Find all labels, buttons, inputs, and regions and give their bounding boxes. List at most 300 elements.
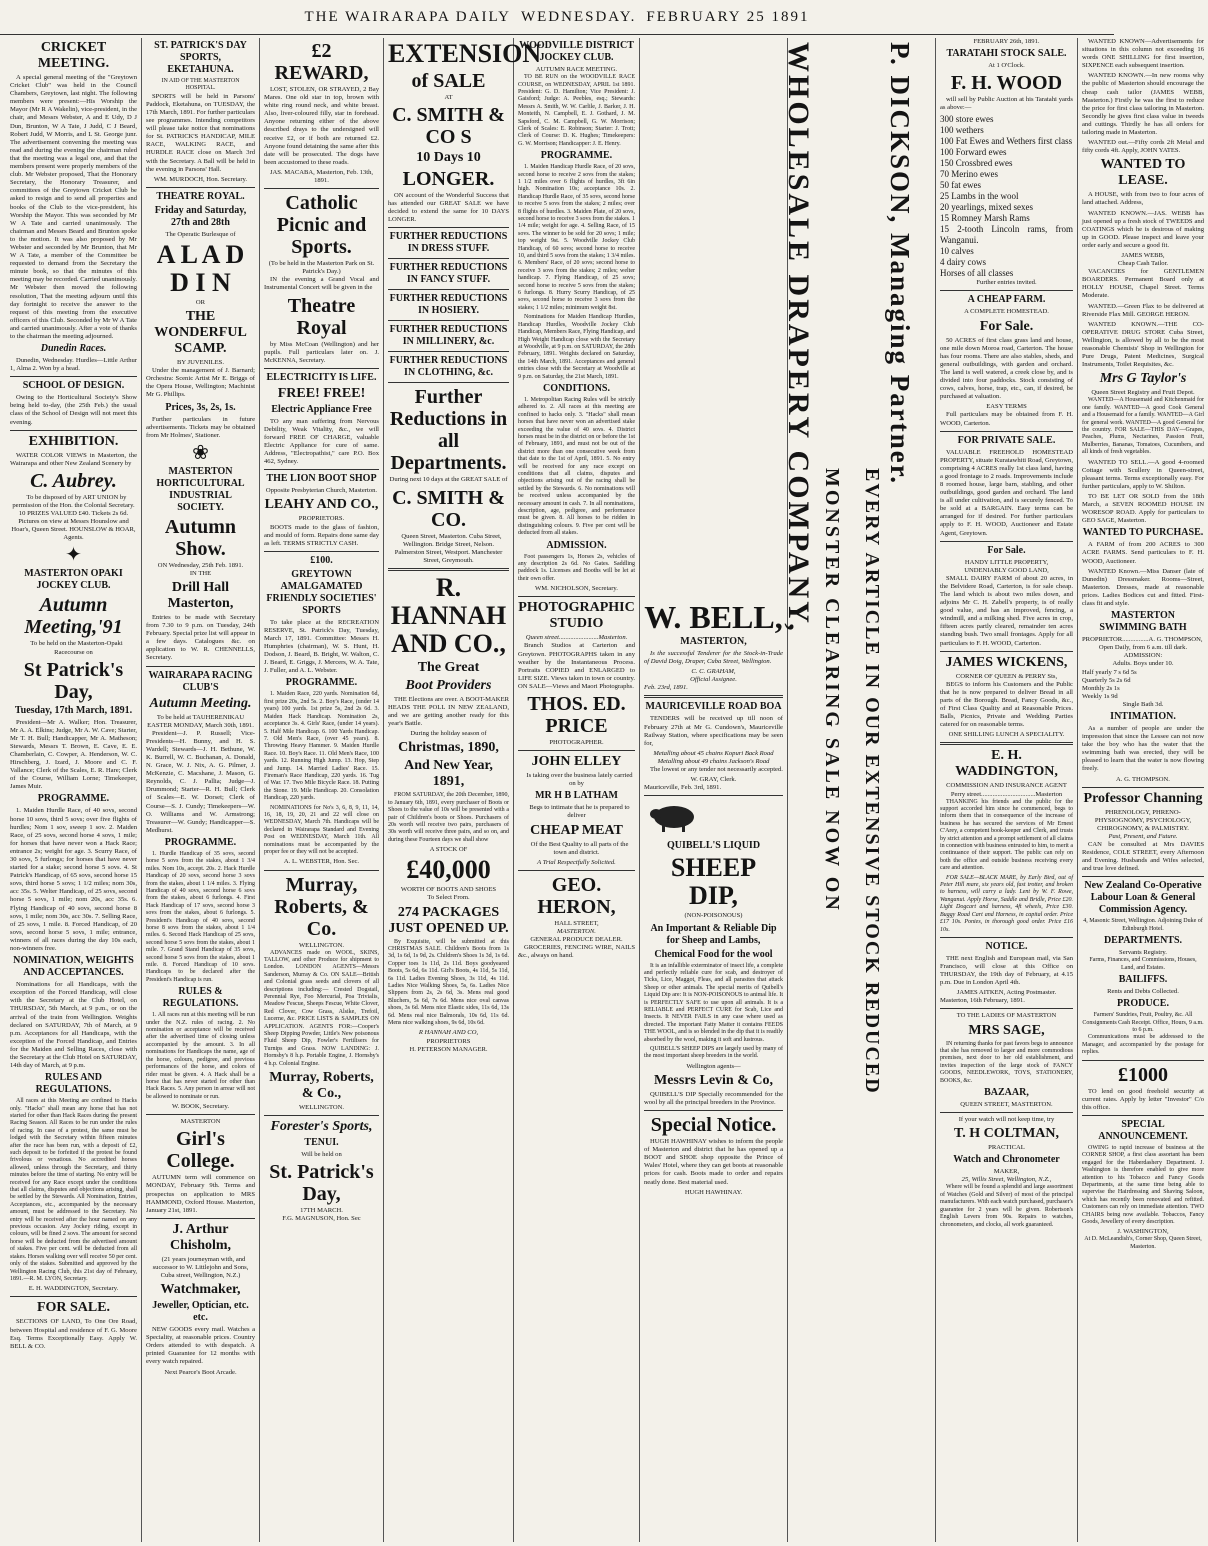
foresters-heading: Forester's Sports, [270,1119,373,1135]
baths-single: Single Bath 3d. [1122,700,1164,708]
wrc-title: Autumn Meeting. [149,695,252,711]
road-board-heading: MAURICEVILLE ROAD BOA [645,701,782,713]
washington-address: At D. McLeandish's, Corner Shop, Queen Street, Masterton. [1084,1236,1202,1250]
column-4 [384,38,542,1542]
baths-row: Half yearly 7 s 6d 5s [1082,668,1137,676]
column-1 [6,38,142,1542]
latham-name: MR H B LATHAM [535,790,618,802]
divider [146,1114,255,1115]
electric-appliance: Electric Appliance Free [271,403,372,415]
boot-providers: Boot Providers [405,677,492,693]
bailiffs: BAILIFFS. [1118,974,1168,986]
divider [518,750,635,751]
exhibition-heading: EXHIBITION. [28,433,119,449]
picnic-body-2: by Miss McCoan (Wellington) and her pupils. Full particulars later on. J. McKENNA, Secretary. [264,340,379,364]
divider [940,431,1073,432]
quibell-body: It is an infallible exterminator of insect life, a complete and perfectly reliable cure for scab, and destroyer of Ticks, Lice, Maggot, Fleas, and all parasites that attack Sheep or other animals. The special merits of Quibell's Liquid Dip are: It is NON-POISONOUS to animal life. It is PERFECTLY SAFE to use upon all animals. It is a RELIABLE and PERFECT CURE for Scab, Lice and Insects. It NEVER FAILS in any case where used as directed. The important Fatty Matter it contains FEEDS THE WOOL, and is so blended in the dip that it is readily absorbed by the wool, making it soft and lustrous. [644,962,783,1043]
stock-item: Horses of all classes [940,268,1014,279]
levin-name: Messrs Levin & Co, [654,1072,773,1088]
divider [264,1115,379,1116]
divider [264,188,379,189]
opaki-sub: To be held on the Masterton-Opaki Racecourse on [30,640,123,656]
baths-heading: MASTERTON SWIMMING BATH [1099,610,1187,634]
trial: A Trial Respectfully Solicited. [537,858,616,866]
non-poisonous: (NON-POISONOUS) [684,912,743,920]
stock-item: 50 fat ewes [940,180,981,191]
rules-body: All races at this Meeting are confined to Hacks only. "Hacks" shall mean any horse that has not started for other than Hack Races during the present Racing Season. All Races to be run under the rules of racing. In case of a protest, the same must be lodged with the Secretary within fifteen minutes after the race has been run, with a deposit of £2, such deposit to be forfeited if the protest be found frivolous or vexatious. No accredited horses allowed, unless through the Secretary, and thirty minutes before the time of starting. No entry will be received for any Race except under the conditions that all claims, disputes and objections arising, shall be settled by the Stewards. All Nomination, Entries, Acceptances, etc., accompanied by the necessary amount, must be addressed to the Secretary. No entry will be received after the hour named on any previous occasion. Any Jockey riding, except in colours, will be fined 2 sovs. The amount for second horse will be deducted from the advertised amount of stakes. Five per cent. will be deducted from all stakes. Horses walking over will receive 50 per cent. only of the stakes. Submitted and approved by the Wellington Racing Club, this 21st day of February, 1891.—R. M. LYON, Secretary. [10,1098,137,1282]
column-8 [936,38,1078,1542]
photo-body: Branch Studios at Carterton and Greytown. PHOTOGRAPHS taken in any weather by the Instantaneous Process. Portraits COPIED and ENLARGED to LIFE SIZE. Views taken in town or country. ON SALE—Views and Maori Photographs. [518,642,635,690]
show-body: Entries to be made with Secretary from 7.30 to 9 p.m. on Tuesday, 24th February. Special prize list will appear in a few days. Catalogues &c. on application to W. R. CHENNELLS, Secretary. [146,613,255,662]
bazaar: BAZAAR, [984,1087,1029,1098]
leahy-name: LEAHY AND CO., [264,497,379,513]
greytown-heading: GREYTOWN AMALGAMATED FRIENDLY SOCIETIES' SPORTS [266,568,377,616]
leahy-body: BOOTS made to the glass of fashion, and mould of form. Repairs done same day as left. TERMS STRICTLY CASH. [264,523,379,547]
farm-body: 50 ACRES of first class grass land and house, one mile down Moroa road, Carterton. The house has four rooms. There are also stables, sheds, and general outbuildings, with garden and orchard. The land is well watered, a creek close by, and is divided into four paddocks. Stock consisting of cows, calves, horse, trap, etc., can, if desired, be purchased at valuation. [940,336,1073,401]
woodville-sub: AUTUMN RACE MEETING. [535,66,618,73]
heron-name: GEO. HERON, [537,873,616,918]
masthead-date: FEBRUARY 25 1891 [646,8,810,25]
stock-item: 100 wethers [940,125,984,136]
road-item-1: Metalling about 45 chains Kopuri Back Road [653,749,774,757]
road-item-2: Metalling about 49 chains Jackson's Road [657,757,770,765]
watchmaker: Watchmaker, [160,1282,241,1298]
select-label: To Select From. [427,894,470,902]
stpatricks-heading: St Patrick's Day, [23,658,124,703]
elley-name: JOHN ELLEY [531,754,622,770]
farm-foot: Full particulars may be obtained from F. H. WOOD, Carterton. [940,411,1073,427]
ten-days: 10 Days 10 [416,150,481,166]
photo-location: Queen street........................Masterton. [525,634,628,642]
flower-basket-icon: ❀ [192,441,209,464]
scamp-title: THE WONDERFUL SCAMP. [154,309,247,357]
woodville-programme-body: 1. Maiden Handicap Hurdle Race, of 20 sovs, second horse to receive 2 sovs from the stakes; 1 1/2 miles over 6 flights of hurdles, 3ft 6in high. Nomination 10s; acceptance 10s. 2. Handicap Hurdle Race, of 35 sovs, second horse to receive 5 sovs from the stakes; 2 miles; over 8 flights of hurdles. 3. Maiden Plate, of 20 sovs, second horse to receive 3 sovs from the stakes. 1 1/4 mile; weight for age. 4. Selling Race, of 15 sovs. The winner to be sold for 20 sovs; 1 mile; top weight 9st. 5. Woodville Jockey Club Handicap, of 60 sovs; second horse to receive 10, and third 5 sovs from the stakes; 1 3/4 miles. 6. Members' Race, of 20 sovs; second horse to receive 3 sovs from the stakes; 2 miles; welter handicap. 7. Flying Handicap, of 25 sovs; second horse to receive 5 sovs from the stakes; 6 furlongs. 8. Hurry Scurry Handicap, of 25 sovs, second horse to receive 3 sovs from the stakes; 1 1/2 miles; minimum weight 8st. [518,164,635,311]
aladdin-or: OR [195,298,206,306]
stock-date: FEBRUARY 26th, 1891. [973,38,1040,45]
column-7 [782,38,936,1542]
cricket-body: A special general meeting of the "Greytown Cricket Club" was held in the Council Chambers, Greytown, last night. The following members were present:—His Worship the Mayor (Mr R A Wakelin), vice-president, in the chair, and Messrs Webster, A and E Udy, D J Dun, Brunton, W A Tate, J Judd, C J Beard, Robert Judd, W Morris, and L St. George junr. The advertisement convening the meeting was read and during the evening the chairman ruled that the meeting was a legal one, and that the members present were properly members of the club. Mr Webster proposed, That the Honorary Secretary, the Honorary Treasurer, and committees of the Greytown Cricket Club be asked to resign and to send all properties and books of the Club to the vice-president, his Worship the Mayor. This was seconded by Mr W A Tate and carried unanimously. The chairman and Messrs Beard and Brunton spoke to the motion. It was also proposed by Mr Webster and seconded by Mr Brunton, that Mr W A Tate, a member of the Committee be requested to demand from the Secretary the minute book, so that the minutes of this meeting may be recorded. Carried unanimously. Mr Webster then moved the following resolution, That the meeting adjourn until this day fortnight to receive the answer to the request of this meeting from the executive officers of this Club. Seconded by Mr W A Tate and carried unanimously. After a vote of thanks to the chairman the meeting adjourned. [10,74,137,340]
picnic-sub: (To be held in the Masterton Park on St. Patrick's Day.) [268,260,375,276]
tenui: TENUI. [304,1137,339,1149]
stpatricks-date-2: 17TH MARCH. [300,1207,343,1215]
wickens-sub: CORNER OF QUEEN & PERRY Sts, [955,672,1058,680]
divider [940,541,1073,542]
stock-item: 10 calves [940,246,974,257]
sports-heading: ST. PATRICK'S DAY SPORTS, EKETAHUNA. [154,40,247,75]
divider [264,551,379,552]
stock-item: 70 Merino ewes [940,169,998,180]
the-great: The Great [417,659,480,675]
wrc-programme-body: 1. Hurdle Handicap of 35 sovs, second horse 5 sovs from the stakes, about 1 3/4 miles. Nom 10s, accept. 20s. 2. Hack Hurdle Handicap of 20 sovs, second horse 3 sovs from the stakes, about 1 1/4 miles. 3. Flying Handicap of 40 sovs, second horse 6 sovs from the stakes, about 6 furlongs. 4. First Hack Handicap of 17 sovs, second horse 3 sovs from the stakes, about 6 furlongs. 5. President's Handicap of 40 sovs, second horse 8 sovs from the stakes, about 1 1/4 miles. 6. Second Hack Handicap of 25 sovs, second horse 5 sovs from the stakes, about 1 mile. 7. Grand Stand Handicap of 35 sovs, second horse 5 sovs from the stakes, about 1 mile. 8. Forced Handicap of 10 sovs. Handicaps to be declared after the President's Handicap is run. [146,850,255,983]
chisholm-body: (21 years journeyman with, and successor to W. Littlejohn and Sons, Cuba street, Wellington, N.Z.) [152,1255,249,1279]
maker: MAKER, [993,1168,1020,1176]
royal-crest-icon: ✦ [65,544,82,567]
watch-chrono: Watch and Chronometer [953,1154,1060,1166]
divider [644,1110,783,1111]
divider [940,937,1073,938]
csmith-name: C. SMITH & CO S [392,104,505,149]
divider [264,469,379,470]
produce: PRODUCE. [1117,998,1169,1010]
coltman-address: 25, Willis Street, Wellington, N.Z., [961,1176,1052,1184]
cricket-heading: CRICKET MEETING. [37,40,110,71]
baths-row: Quarterly 5s 2s 6d [1082,676,1131,684]
murray-heading: Murray, Roberts, & Co. [274,873,369,940]
reduction-4: FURTHER REDUCTIONS IN MILLINERY, &c. [389,324,508,348]
quibell-heading: QUIBELL'S LIQUID [666,840,761,852]
road-body-2: The lowest or any tender not necessarily accepted. [650,766,783,774]
wrc-signature: W. BOOK, Secretary. [171,1103,229,1111]
farm-heading: A CHEAP FARM. [967,294,1046,306]
handy-property: HANDY LITTLE PROPERTY, [964,558,1049,566]
reduction-1: FURTHER REDUCTIONS IN DRESS STUFF. [389,231,508,255]
private-sale-body: VALUABLE FREEHOLD HOMESTEAD PROPERTY, situate Kuratawhiti Road, Greytown, comprising 4 ACRES really 1st class land, having a good frontage to 2 roads. Improvements include 8 roomed house, large barn, stabling, and other outbuildings, good garden and orchard. The land is all under cultivation, and is securely fenced. To be sold at a BARGAIN. Easy terms can be arranged for if desired. For further particulars apply to F. H. WOOD, Auctioneer and Estate Agent, Greytown. [940,448,1073,537]
stpatricks-date: Tuesday, 17th March, 1891. [14,704,133,716]
hawhinay-body: HUGH HAWHINAY wishes to inform the people of Masterton and district that he has opened up a BOOT and SHOE shop opposite the Prince of Wales' Hotel, where they can get boots at reasonable prices for cash. Boots made to order and repairs neatly done. Best material used. [644,1138,783,1186]
at: AT [444,94,453,101]
stock-item: 20 yearlings, mixed sexes [940,202,1033,213]
theatre-dates: Friday and Saturday, 27th and 28th [154,204,247,228]
column-9 [1078,38,1208,1542]
woodville-heading: WOODVILLE DISTRICT JOCKEY CLUB. [519,40,634,63]
in-the: IN THE [189,569,212,577]
woodville-body: TO BE RUN on the WOODVILLE RACE COURSE, on WEDNESDAY, APRIL 1st 1891. President: G. D. Hamilton; Vice President: J. Gaisford; Judge: A. Peebles, esq.; Stewards: Messrs A. Smith, W. W. Carlile, J. Barker, J. H. Monteith, N. Campbell, E. J. Gothard, J. M. Sapsford, C. M. Campbell, G. W. Morrison; Clerk of Scales: E. Robinson; Starter: J. Trott; Clerk of Course: D. K. Hughes; Timekeepers: G. W. Morrison; Handicapper: J. E. Henry. [518,74,635,147]
divider [388,351,509,352]
channing-tag: Past, Present, and Future. [1108,832,1178,840]
wanted-1: WANTED KNOWN—Advertisements for situations in this column not exceeding 16 words ONE SHILLING for first insertion, SIXPENCE each subsequent insertion. [1082,38,1204,70]
cheap-meat: CHEAP MEAT [530,822,623,838]
stock-item: 15 Romney Marsh Rams [940,213,1030,224]
baths-row: Monthly 2s 1s [1082,684,1120,692]
photo-heading: PHOTOGRAPHIC STUDIO [518,600,635,632]
greytown-programme-body: 1. Maiden Race, 220 yards. Nomination 6d, first prize 20s, 2nd 5s. 2. Boy's Race, (under 14 years) 100 yards. 1st prize 5s, 2nd 2s 6d. 3. Maiden Hack Handicap. Nomination 2s, acceptance 3s. 4. Girls' Race, (under 14 years). 5. Half Mile Handicap. 6. 100 Yards Handicap. 7. Old Men's Race, (over 45 years). 8. Throwing Heavy Hammer. 9. Maiden Hurdle Race. 10. Boy's Race. 11. Old Men's Race, 100 yards. 12. Running High Jump. 13. Hop, Step and Jump. 14. Married Ladies' Race. 15. Fireman's Race Handicap, 220 yards. 16. Tug of War. 17. Two Mile Bicycle Race. 18. Putting the Stone. 19. Mile Handicap. 20. Consolation Handicap, 220 yards. [264,691,379,802]
wrc-sub: To be held at TAUHERENIKAU [156,713,245,721]
girls-title: Girl's College. [166,1128,235,1173]
stock-foot: Further entries invited. [976,279,1037,287]
hawhinay-signature: HUGH HAWHINAY. [684,1188,743,1196]
masthead-day: WEDNESDAY. [520,8,637,25]
divider [940,1008,1073,1009]
wrc-body: President—J. P. Russell; Vice-Presidents—H. Bunny, and H. S. Wardell; Stewards—J. H. Bethune, W. K. Burrell, W. C. Buchanan, A. Donald, N. Grace, W. J. Nix, A. G. Pilmer, J. McKenzie, C. Macshane, J. Mason, G. Reynolds, C. J. Pallia; Judge—J. Drummond; Starter—R. H. Bull; Clerk of Scales—E. W. Dorset; Clerk of Course—S. J. Cundy; Timekeepers—W. O. Williams and W. Armstrong; Treasurer—W. Gundy; Handicapper—S. Medhurst. [146,729,255,834]
quibell-agents: Wellington agents— [686,1062,741,1070]
sports-signature: WM. MURDOCH, Hon. Secretary. [153,175,248,183]
wickens-name: JAMES WICKENS, [945,654,1068,670]
divider [388,320,509,321]
reward-body: LOST, STOLEN, OR STRAYED, 2 Bay Mares. One old star in top, brown with white ring round neck, and white breast. Also, liver-coloured filly, star in forehead. Anyone returning either of the above described drays to the undersigned will receive £2, or if both are returned £2. Anyone found detaining the same after this date will be prosecuted. The dogs have been accustomed to these roads. [264,86,379,166]
undeniably: UNDENIABLY GOOD LAND, [964,566,1049,574]
theatre-royal: Theatre Royal [287,294,356,339]
programme-heading: PROGRAMME. [37,793,110,805]
jeweller-foot: Next Pearce's Boot Arcade. [164,1368,237,1376]
divider [146,666,255,667]
sage-name: MRS SAGE, [968,1022,1045,1038]
hannah-name: R. HANNAH AND CO., [390,572,507,658]
divider [1082,1115,1204,1116]
heron-location: MASTERTON. [557,927,596,935]
taratahi-heading: TARATAHI STOCK SALE. [946,48,1067,60]
programme-body: 1. Maiden Hurdle Race, of 40 sovs, second horse 10 sovs, third 5 sovs; over five flights of hurdles; Nom 1 sov, sweep 1 sov. 2. Maiden Race, of 25 sovs, second horse 4 sovs, 1 mile; for horses that have never won a Hack Race; entrance 2s; weight for age. 3. Scurry Race, of 30 sovs, 5 furlongs; for horses that have never started for a stake; second horse 5 sovs. 4. St Patrick's Handicap, of 65 sovs, second horse 15 sovs, third horse 5 sovs; 1 1/2 miles; nom 30s, acc 35s. 5. Welter Handicap, of 25 sovs, second horse 5 sovs, 1 mile; nom 20s, acc 35s. 6. Flying Handicap of 40 sovs, second horse 8 sovs, 1 mile; nom 30s, acc 30s. 7. Selling Race, of 25 sovs, 1 mile. 8. Forced Handicap, of 20 sovs, second horse 5 sovs, 1 mile; entrance, winners of all races during the day 10s each, non-winners free. [10,807,137,953]
divider [146,1218,255,1219]
sage-body: IN returning thanks for past favors begs to announce that she has removed to larger and more commodious premises, next door to her old establishment, and invites inspection of the large stock of FANCY GOODS, NEEDLEWORK, TOYS, STATIONERY, BOOKS, &c. [940,1040,1073,1084]
wanted-3: WANTED out.—Fifty cords 2ft Metal and fifty cords 4ft. Apply, JOHN YATES. [1082,139,1204,155]
divider [10,376,137,377]
for-sale-2: For Sale. [987,544,1026,556]
coltman-name: T. H COLTMAN, [953,1126,1059,1142]
drill-hall: Drill Hall Masterton, [167,579,234,611]
stpatricks-heading-2: St. Patrick's Day, [269,1161,374,1206]
baths-proprietor: PROPRIETOR................A. G. THOMPSON, [1082,636,1203,644]
coltman-body: Where will be found a splendid and large assortment of Watches (Gold and Silver) of most of the principal manufacturers. With each watch purchased, purchaser's guarantee for 2 years will be given. Robertson's English Levers from 90s. Repairs to watches, chronometers, and clocks, all work guaranteed. [940,1184,1073,1228]
bell-location: MASTERTON, [680,636,747,647]
elley-body: Is taking over the business lately carried on by [526,772,633,788]
forsale-body: SECTIONS OF LAND, To One Ore Road, between Hospital and residence of F. G. Moore Esq. Terms Exceptionally Easy. Apply W. BELL & CO. [10,1318,137,1350]
column-3 [260,38,384,1542]
wrc-rules-body: 1. All races run at this meeting will be run under the N.Z. rules of racing. 2. No nomination or acceptance will be received after the advertised time of closing unless accompanied by the amount. 3. In all nominations for Handicaps the name, age of the horse, colours, pedigree, and previous performances of the horse, and colors of rider must be given. 4. A Hack shall be a horse that has never started for other than Hack Races. 5. Any person in arrear will not be allowed to nominate or run. [146,1012,255,1100]
wickens-body: BEGS to inform his Customers and the Public that he is now prepared to deliver Bread in all parts of the Borough. Bread, Fancy Goods, &c., of First Class Quality and at Reasonable Prices. Balls, Picnics, Private and Wedding Parties catered for on reasonable terms. [940,680,1073,729]
picnic-body: IN the evening a Grand Vocal and Instrumental Concert will be given in the [264,276,379,292]
wrc-programme-heading: PROGRAMME. [164,836,237,848]
bell-body: Is the successful Tenderer for the Stock-in-Trade of David Doig, Draper, Cuba Street, Wellington. [644,650,783,666]
greytown-prize: £100. [310,554,333,566]
rules-heading: RULES AND REGULATIONS. [35,1072,112,1096]
hannah-signature: R HANNAH AND CO, [418,1029,479,1037]
produce-body: Farmers' Sundries, Fruit, Poultry, &c. All Consignments Cash Receipt. Office, Hours, 9 a.m. to 6 p.m. [1082,1012,1204,1033]
heron-body: GROCERIES, FENCING WIRE, NAILS &c., always on hand. [518,944,635,960]
divider [1082,1060,1204,1061]
fhw-body: will sell by Public Auction at his Taratahi yards as above:— [940,96,1073,112]
masthead [0,0,1114,35]
hannah-body: THE Elections are over. A BOOT-MAKER HEADS THE POLL IN NEW ZEALAND, and we are getting another ready for this year's Battle. [388,695,509,728]
wanted-4: WANTED KNOWN.—JAS. WEBB has just opened up a fresh stock of TWEEDS and COATINGS which he is desirous of making up in GOOD. Please inspect and leave your order early and secure a good fit. [1082,209,1204,249]
divider [146,187,255,188]
murray-body: ADVANCES made on WOOL, SKINS, TALLOW, and other Produce for shipment to London. LONDON AGENTS—Messrs Sanderson, Murray & Co. ON SALE—British and Colonial grass seeds and clovers of all descriptions including:— Crested Dogstail, Perennial Rye, Foo Mercurial, Poa Trivialis, Meadow Fescue, Sheeps Fescue, White Clover, Red Clover, Cow Grass, Alsike, Trefoil, Lucerne, &c. PRICE LISTS & SAMPLES ON APPLICATION. AGENTS FOR:—Cooper's Sheep Dipping Powder, Little's New poisonous Fluid Sheep Dip, Fowler's Fertilisers for Turnips and Grass. NOW LANDING: J. Hornsby's 8 h.p. Portable Engine, J. Hornsby's 4 h.p. Colonial Engine. [264,949,379,1067]
electricity-body: TO any man suffering from Nervous Debility, Weak Vitality, &c., we will forward FREE OF CHARGE, valuable Electric Appliance for cure of same. Address, "Electropathist," care P.O. Box 462, Sydney. [264,417,379,466]
proprietors: PROPRIETORS [426,1037,471,1045]
chemical-food: Chemical Food for the wool [654,948,773,960]
forty-thousand: £40,000 [406,855,491,885]
practical: PRACTICAL [988,1144,1025,1152]
bell-spacer [644,38,783,598]
divider [518,870,635,871]
divider [388,382,509,383]
vacancies: VACANCIES for GENTLEMEN BOARDERS. Permanent Board only at HOLLY HOUSE, Chapel Street. Terms Moderate. [1082,268,1204,300]
tenui-sub: Will be held on [301,1151,342,1159]
purchase-heading: WANTED TO PURCHASE. [1082,527,1204,539]
free-heading: FREE! FREE! [277,385,366,401]
baths-admission: ADMISSION: [1123,652,1163,660]
picnic-heading: Catholic Picnic and Sports. [276,192,367,259]
woodville-programme-heading: PROGRAMME. [540,150,613,162]
heron-sub: HALL STREET, [554,919,599,927]
column-6 [640,38,788,1542]
woodville-nominations: Nominations for Maiden Handicap Hurdles, Handicap Hurdles, Woodville Jockey Club Handicap, Members Race, Flying Handicap, and High Weight Handicap close with the Secretary at Woodville, at 9 p.m. on SATURDAY, the 28th February, 1891. Weights declared on Saturday, the 14th March, 1891. Acceptances and general entries close with the Secretary at Woodville at 9 p.m. on Saturday, the 21st March, 1891. [518,314,635,380]
baths-row: Weekly 1s 9d [1082,692,1118,700]
waddington-location: Perry street.................................Masterton [950,790,1063,798]
wrc-date: EASTER MONDAY, March 30th, 1891. [147,721,254,729]
every-article: EVERY ARTICLE IN OUR EXTENSIVE STOCK REDUCED [861,468,884,1095]
divider [940,651,1073,652]
murray-city-2: WELLINGTON. [298,1104,345,1112]
autumn-show-title: Autumn Show. [164,515,237,560]
road-date: Mauriceville, Feb. 3rd, 1891. [644,784,722,792]
notice-signature: JAMES AITKEN, Acting Postmaster. [956,989,1057,997]
dunedin-heading: Dunedin Races. [40,343,107,355]
purchase-body: A FARM of from 200 ACRES to 300 ACRE FARMS. Send particulars to F. H. WOOD, Auctioneer. [1082,541,1204,565]
chisholm-name: J. Arthur Chisholm, [169,1221,232,1253]
elley-body-3: Of the Best Quality to all parts of the town and district. [530,840,629,856]
theatre-heading: THEATRE ROYAL. [156,190,245,202]
sports-body: SPORTS will be held in Parsons' Paddock, Eketahuna, on TUESDAY, the 17th March, 1891. For further particulars see programmes. Intending competitors will please take notice that nominations for St. PATRICK'S HANDICAP, MILE RACE, WALKING RACE, and HURDLE RACE close on March 3rd with the Secretary. A Ball will be held in the evening in Parsons' Hall. [146,92,255,173]
photographer: PHOTOGRAPHER. [549,739,604,747]
notice-heading: NOTICE. [985,940,1028,952]
stpatricks-signature: F.G. MAGNUSON, Hon. Sec [282,1215,361,1223]
monster-sale: MONSTER CLEARING SALE NOW ON [821,468,844,913]
stock-item: 100 Fat Ewes and Wethers first class [940,136,1073,147]
csmith-shops: Queen Street, Masterton. Cuba Street, Wellington. Bridge Street, Nelson. Palmerston Street, Westport. Manchester Street, Greymouth. [394,532,503,564]
nz-coop-heading: New Zealand Co-Operative Labour Loan & General Commission Agency. [1084,880,1202,916]
greytown-body: To take place at the RECREATION RESERVE, St. Patrick's Day, Tuesday, March 17, 1891. Committee: Messrs H. Humphries (chairman), W. S. Hunt, H. Dodson, J. Beard, B. Bright, W. Walton, C. J. Beard, E. Griggs, J. Mercers, W. A. Tate, J. Fuller, and A. L. Webster. [264,618,379,675]
divider [940,742,1073,745]
road-body: TENDERS will be received up till noon of February 27th at Mr G. Cundown's, Mauriceville Railway Station, where specifications may be seen for, [644,715,783,747]
stock-label: A STOCK OF [429,846,468,854]
worth-label: WORTH OF BOOTS AND SHOES [400,886,497,894]
greytown-programme-heading: PROGRAMME. [285,677,358,689]
waddington-sub: COMMISSION AND INSURANCE AGENT [946,782,1067,790]
stock-list [940,114,1073,279]
signature: E. H. WADDINGTON, Secretary. [28,1285,119,1293]
greytown-signature: A. L. WEBSTER, Hon. Sec. [283,858,360,866]
ladies-heading: TO THE LADIES OF MASTERTON [956,1012,1057,1020]
divider [518,596,635,597]
prices: Prices, 3s, 2s, 1s. [165,401,236,413]
nz-coop-address: 4, Masonic Street, Wellington. Adjoining Duke of Edinburgh Hotel. [1083,918,1203,932]
waddington-sale: FOR SALE—BLACK MARE, by Early Bird, out of Peter Hill mare, six years old, fast trotter, and broken to harness, will carry a lady. Lent by W. F. Rowe, Wanganui. Apply Horse, Saddle and Bridle, Price £20. Light Dogcart and harness, 4ft wheels, Price £30. Buggy Road Cart and Harness, in capital order. Price £17 10s. Ponies, in thorough good order. Price £16 10s. [940,874,1073,933]
stock-item: 15 2-tooth Lincoln rams, from Wanganui. [940,224,1073,246]
opaki-title: Autumn Meeting,'91 [24,594,123,639]
reward-heading: £2 REWARD, [274,40,369,84]
flax: WANTED.—Green Flax to be delivered at Riverside Flax Mill. GEORGE HERON. [1082,302,1204,318]
lion-boot-heading: THE LION BOOT SHOP [266,473,377,485]
extension-heading: EXTENSION [388,39,542,68]
masthead-title: THE WAIRARAPA DAILY [304,8,511,25]
girls-body: AUTUMN term will commence on MONDAY, February 9th. Terms and prospectus on application to MRS HAMMOND, Oxford House. Masterton, January 21st, 1891. [146,1174,255,1214]
new-year: And New Year, 1891, [404,758,493,790]
easy-terms: EASY TERMS [986,403,1027,411]
price-name: THOS. ED. PRICE [527,693,626,738]
aladdin-title: A L A D D I N [156,239,245,297]
lease-heading: WANTED TO LEASE. [1100,157,1186,189]
channing-body: CAN be consulted at Mrs DAVIES Residence, COLE STREET, every Afternoon and Evening. Husbands and Wifes selected, and true love defined. [1082,841,1204,873]
webb-loc: Cheap Cash Tailor. [1117,260,1169,268]
departments: DEPARTMENTS. [1103,935,1183,947]
lion-boot-sub: Opposite Presbyterian Church, Masterton. [265,487,378,495]
taylor-body: WANTED—A Housemaid and Kitchenmaid for one family. WANTED—A good Cook General and a Housemaid for a family. WANTED—A Girl for general work. WANTED—A good General for the country. FOR SALE—THIS DAY—Grapes, Peaches, Plums, Nectarines, Passion Fruit, Mulberries, Bananas, Tomatoes, Cucumbers, and all kinds of fresh vegetables. [1082,397,1204,456]
channing-name: Professor Channing [1083,790,1203,806]
forsale-heading: FOR SALE. [36,1300,111,1316]
extension-body: ON account of the Wonderful Success that has attended our GREAT SALE we have decided to extend the same for 10 DAYS LONGER. [388,192,509,224]
stock-item: 150 Crossbred ewes [940,158,1013,169]
private-sale-heading: FOR PRIVATE SALE. [957,434,1056,446]
admission-body: Foot passengers 1s, Horses 2s, vehicles of any description 2s 6d. No Gates. Saddling paddock 1s. Licenses and Booths will be let at their own offer. [518,553,635,582]
reduction-2: FURTHER REDUCTIONS IN FANCY STUFF. [389,262,508,286]
sports-sub: IN AID OF THE MASTERTON HOSPITAL. [161,78,240,92]
aubrey-name: C. Aubrey. [30,469,117,492]
further-reductions: Further Reductions in all Departments. [389,386,508,475]
columns [6,38,1204,1542]
school-body: Owing to the Horticultural Society's Show being held to-day, (the 25th Feb.) the usual class of the School of Design will not meet this evening. [10,394,137,426]
webb-name: JAMES WEBB, [1121,251,1165,259]
manager: H. PETERSON MANAGER. [409,1045,488,1053]
theatre-body: Under the management of J. Barnard; Orchestra: Scenic Artist Mr E. Briggs of the Opera House, Wellington; Machinist Mr G. Phillips. [146,367,255,399]
taylor-sub: Queen Street Registry and Fruit Depot. [1091,389,1195,397]
divider [388,258,509,259]
bell-name: W. BELL, [644,599,783,635]
csmith-name-2: C. SMITH & CO. [392,486,505,531]
wanted-2: WANTED KNOWN.—In new rooms why the public of Masterton should encourage the cheap cash tailor (JAMES WEBB, Masterton.) Firstly he was the first to reduce the price for first class tailoring in Masterton. Secondly he gives first class value in tweeds and cuttings. Thirdly he has all orders for tailoring made in Masterton. [1082,72,1204,137]
special-notice-heading: Special Notice. [650,1114,777,1137]
reduction-5: FURTHER REDUCTIONS IN CLOTHING, &c. [389,355,508,379]
show-date: ON Wednesday, 25th Feb. 1891. [157,561,244,569]
packages: 274 PACKAGES JUST OPENED UP. [388,904,509,936]
levin-body: QUIBELL'S DIP Specially recommended for the wool by all the principal breeders in the Province. [644,1090,783,1106]
wrc-heading: WAIRARAPA RACING CLUB'S [148,669,253,693]
holiday: During the holiday season of [410,730,487,738]
divider [264,870,379,871]
farms: Farms, Finances, and Commissions, Houses, Land, and Estates. [1089,957,1197,971]
bazaar-location: QUEEN STREET, MASTERTON. [960,1101,1053,1108]
thousand-body: TO lend on good freehold security at current rates. Apply by letter "Investor" C/o this office. [1082,1087,1204,1111]
wholesale-heading: WHOLESALE DRAPERY COMPANY, [782,42,816,634]
wrc-rules-heading: RULES & REGULATIONS. [162,986,239,1010]
announcement-body: OWING to rapid increase of business at the CORNER SHOP, a first class assortant has been engaged for the Haberdashery Department. J. Washington is therefore enabled to give more attention to his Tobacco and Fancy Goods Departments, at the same time being able to supervise the Hairdressing and Shaving Saloon, which has recently been renovated and refitted. Customers can rely on immediate attention. TWO CHAIRS being now available. Tobaccos, Fancy Goods, Jewellery of every description. [1082,1144,1204,1225]
lunch: ONE SHILLING LUNCH A SPECIALITY. [948,731,1065,739]
dunedin-body: Dunedin, Wednesday. Hurdles—Little Arthur 1, Alma 2. Won by a head. [10,357,137,373]
intimation-heading: INTIMATION. [1110,710,1176,722]
divider [644,795,783,796]
nominations-heading: NOMINATION, WEIGHTS AND ACCEPTANCES. [13,955,134,979]
bell-signature-2: Official Assignee. [690,676,737,684]
girls-heading: MASTERTON [180,1118,221,1126]
stock-item: 100 Forward ewes [940,147,1007,158]
stock-item: 4 dairy cows [940,257,986,268]
aubrey-body: To be disposed of by ART UNION by permission of the Hon. the Colonial Secretary. 10 PRIZES VALUED £40. Tickets 2s 6d. Pictures on view at Messrs Hounslow and Hoar's, Queen Street. HOUNSLOW & HOAR, Agents. [11,493,136,542]
jeweller: Jeweller, Optician, etc. etc. [152,1300,249,1324]
nominations-body: Nominations for all Handicaps, with the exception of the Forced Handicap, will close with the Secretary at the Club Hotel, on THURSDAY, 5th March, at 9 p.m., or on the arrival of the train from Wellington. Weights declared on SATURDAY, 7th of March, at 9 p.m. Acceptances for all Handicaps, with the exception of the Forced Handicap, and Entries for the Maiden and Selling Races, close with the Secretary at the Club Hotel on SATURDAY, 14th day of March, at 9 p.m. [10,981,137,1070]
conditions-heading: CONDITIONS. [543,382,610,394]
thousand-pounds: £1000 [1118,1063,1168,1086]
road-signature: W. GRAY, Clerk. [690,776,737,784]
divider [10,1296,137,1297]
stock-item: 300 store ewes [940,114,994,125]
quibell-body-2: QUIBELL'S SHEEP DIPS are largely used by many of the most important sheep breeders in the world. [644,1045,783,1060]
bailiffs-body: Rents and Debts Collected. [1107,988,1179,996]
coltman-pre: If your watch will not keep time, try [958,1116,1055,1124]
heron-dealer: GENERAL PRODUCE DEALER. [530,935,623,943]
conditions-body: 1. Metropolitan Racing Rules will be strictly adhered to. 2. All races at this meeting are confined to hacks only. 3. "Hacks" shall mean horses that have never won an advertised stake exceeding the value of 40 sovs. 4. District horses must be in the district on or before the 1st of February, 1891, and must not be out of the district more than one consecutive week from that date to the 1st of April, 1891. 5. No entry will be received for any race except on conditions that all claims, disputes and objections arising out of the racing shall be settled by the Stewards. 6. No nominations will be received unless accompanied by the necessary amount in cash. 7. In all nominations, description, age, pedigree, and performance must be given. 8. All horses to be ridden in distinguishing colours. 9. Five per cent will be deducted from all stakes. [518,396,635,537]
hannah-body-2: FROM SATURDAY, the 20th December, 1890, to January 6th, 1891, every purchaser of Boots or Shoes to the value of 10s will be presented with a pair of Children's boots or Shoes. Purchasers of 20s worth will receive two pairs, purchasers of 30s worth will receive three pairs, and so on, and during these Fourteen days we shall show [388,792,509,843]
theatre-sub: The Operatic Burlesque of [165,230,236,238]
intimation-signature: A. G. THOMPSON. [1116,775,1170,783]
divider [1082,876,1204,877]
baths-columns: Adults. Boys under 10. [1112,660,1174,668]
for-sale: For Sale. [979,318,1034,334]
admission-signature: WM. NICHOLSON, Secretary. [535,585,618,593]
channing-sub: PHRENOLOGY, PHRENO-PHYSIOGNOMY, PSYCHOLOGY, CHIROGNOMY, & PALMISTRY. [1094,808,1192,832]
hort-heading: MASTERTON HORTICULTURAL INDUSTRIAL SOCIETY. [156,465,245,513]
longer: LONGER. [402,168,495,191]
waddington-body: THANKING his friends and the public for the support accorded him since he commenced, begs to inform them that in consequence of the increase of business he has secured the services of Mr Ernest C'Arey, a competent book-keeper and Clerk, and trusts by strict attention and a prompt settlement of all claims in connection with business entrusted to him, to merit a continuance of their support. The public can rely on both the office and outside business receiving every care and attention. [940,798,1073,872]
opaki-officers: President—Mr A. Walker; Hon. Treasurer, Mr A. A. Elkins; Judge, Mr A. W. Cave; Starter, Mr T. H. Bull; Handicapper, Mr A. Matheson; Stewards, Messrs T. Brown, E. Cave, E. E. Chamberlain, C. Cowper, A. Henderson, W. C. Hirschberg, J. Izard, J. Moore and C. F. Vallance; Clerk of the Scales, E. R. Hare; Clerk of the Course, William Lorne; Timekeeper, James Muir. [10,718,137,791]
